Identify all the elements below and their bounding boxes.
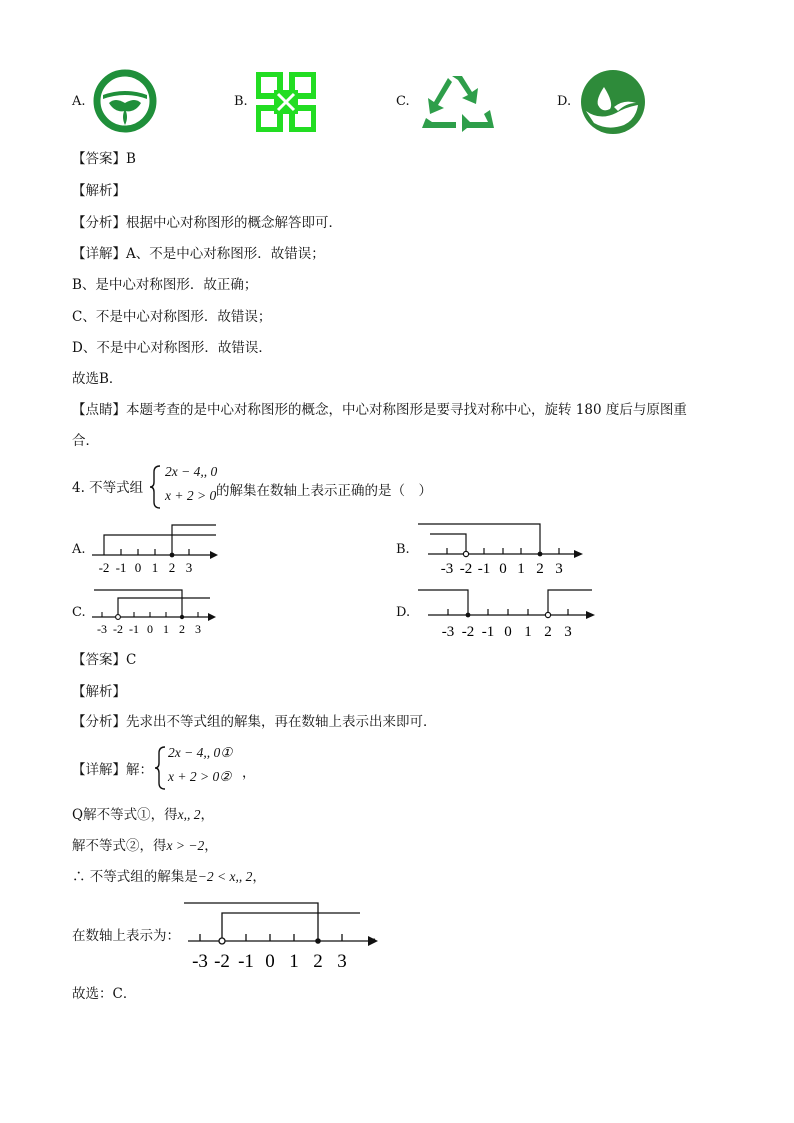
q4-option-b-tick: 3 [555,561,563,577]
q4-detail-brace [153,745,167,791]
q4-option-d-tick: 2 [544,624,552,640]
q4-option-a-label: A. [72,542,86,557]
q4-option-d-tick: -1 [481,624,495,640]
therefore-symbol: ∴ [72,869,86,885]
q4-option-a-tick: 1 [151,560,159,575]
q4-analysis-title: 【解析】 [72,684,126,700]
q4-option-c-tick: -3 [97,622,107,636]
q4-solution-numberline [180,897,380,973]
q4-option-d-tick: -3 [441,624,455,640]
q4-choose: 故选：C． [72,986,137,1002]
q4-detail-comma: ， [242,765,256,781]
logo-d-water-drop-icon [580,69,646,135]
q4-option-b-tick: 0 [499,561,507,577]
q4-stem-tail: 的解集在数轴上表示正确的是（ ） [216,483,432,499]
q3-comment-line2: 合． [72,433,99,449]
option-a-label: A. [72,94,86,109]
q4-option-c-tick: 0 [147,622,153,636]
q4-option-d-label: D. [396,605,411,620]
because-symbol: Q [72,807,84,823]
q4-option-b-tick: -3 [440,561,454,577]
q4-option-a-tick: 3 [185,560,193,575]
q4-detail-system-line2: x + 2 > 0② [168,769,232,784]
q4-detail-prefix: 【详解】解： [72,762,153,778]
q4-option-b-tick: 2 [536,561,544,577]
q4-system-line2: x + 2 > 0 [165,488,217,503]
logo-a-green-food-icon [93,69,157,133]
q4-option-c-numberline [90,584,220,640]
q4-option-c-tick: -2 [113,622,123,636]
q4-solution-tick: 3 [337,951,347,972]
q4-numberline-prefix: 在数轴上表示为： [72,928,180,944]
q4-option-d-tick: 0 [504,624,512,640]
q4-option-b-tick: -2 [459,561,473,577]
q4-step3-math: −2 < x,, 2 [197,869,253,884]
option-d-label: D. [557,94,572,109]
q4-option-b-numberline [414,518,586,578]
q4-option-c-tick: 3 [195,622,201,636]
q4-option-c-tick: 2 [179,622,185,636]
option-c-label: C. [396,94,410,109]
q4-answer: 【答案】C [72,652,137,668]
q4-step2-math: x > −2 [166,838,205,853]
logo-b-square-knot-icon [256,72,316,132]
q3-detail-b: B、是中心对称图形．故正确； [72,277,258,293]
q4-option-a-tick: 2 [168,560,176,575]
q4-option-c-tick: -1 [129,622,139,636]
q4-solution-tick: -3 [192,951,208,972]
q4-option-c-label: C. [72,605,86,620]
q4-step3-text: 不等式组的解集是 [89,869,198,885]
q4-solution-tick: -1 [238,951,254,972]
q4-solution-tick: -2 [214,951,230,972]
q4-option-a-tick: -1 [115,560,127,575]
q3-comment-line1: 【点睛】本题考查的是中心对称图形的概念，中心对称图形是要寻找对称中心，旋转 180 度后与原图重 [72,402,687,418]
q3-choose: 故选B． [72,371,123,387]
q4-option-a-tick: -2 [98,560,110,575]
q3-analysis-title: 【解析】 [72,183,126,199]
q4-numberline-end: ， [372,928,386,944]
q4-system-brace [148,464,162,510]
q4-option-a-tick: 0 [134,560,142,575]
q4-solution-tick: 0 [265,951,275,972]
q4-option-d-tick: 3 [564,624,572,640]
q4-option-b-tick: 1 [517,561,525,577]
q4-solution-tick: 1 [289,951,299,972]
q3-detail-d: D、不是中心对称图形．故错误． [72,340,272,356]
q4-option-d-numberline [414,584,598,642]
q3-answer: 【答案】B [72,151,136,167]
logo-c-recycle-icon [418,70,494,134]
q4-detail-system-line1: 2x − 4,, 0① [168,745,233,760]
q4-option-b-label: B. [396,542,410,557]
q4-step1-math: x,, 2 [177,807,201,822]
q4-solution-tick: 2 [313,951,323,972]
q4-option-d-tick: -2 [461,624,475,640]
q4-option-a-numberline [90,520,220,576]
q4-system-line1: 2x − 4,, 0 [165,464,218,479]
q3-detail-c: C、不是中心对称图形．故错误； [72,309,272,325]
q3-detail-a: 【详解】A、不是中心对称图形．故错误； [72,246,325,262]
q4-step1-end: ， [200,807,214,823]
q4-step2-end: ， [204,838,218,854]
q4-number: 4. 不等式组 [72,480,144,496]
q4-step3-end: ， [252,869,266,885]
q4-step2-text: 解不等式②，得 [72,838,167,854]
q4-analysis: 【分析】先求出不等式组的解集，再在数轴上表示出来即可． [72,714,437,730]
q4-option-d-tick: 1 [524,624,532,640]
q4-option-c-tick: 1 [163,622,169,636]
q4-option-b-tick: -1 [477,561,491,577]
q3-analysis: 【分析】根据中心对称图形的概念解答即可． [72,215,342,231]
q4-step1-text: 解不等式①，得 [83,807,178,823]
option-b-label: B. [234,94,248,109]
